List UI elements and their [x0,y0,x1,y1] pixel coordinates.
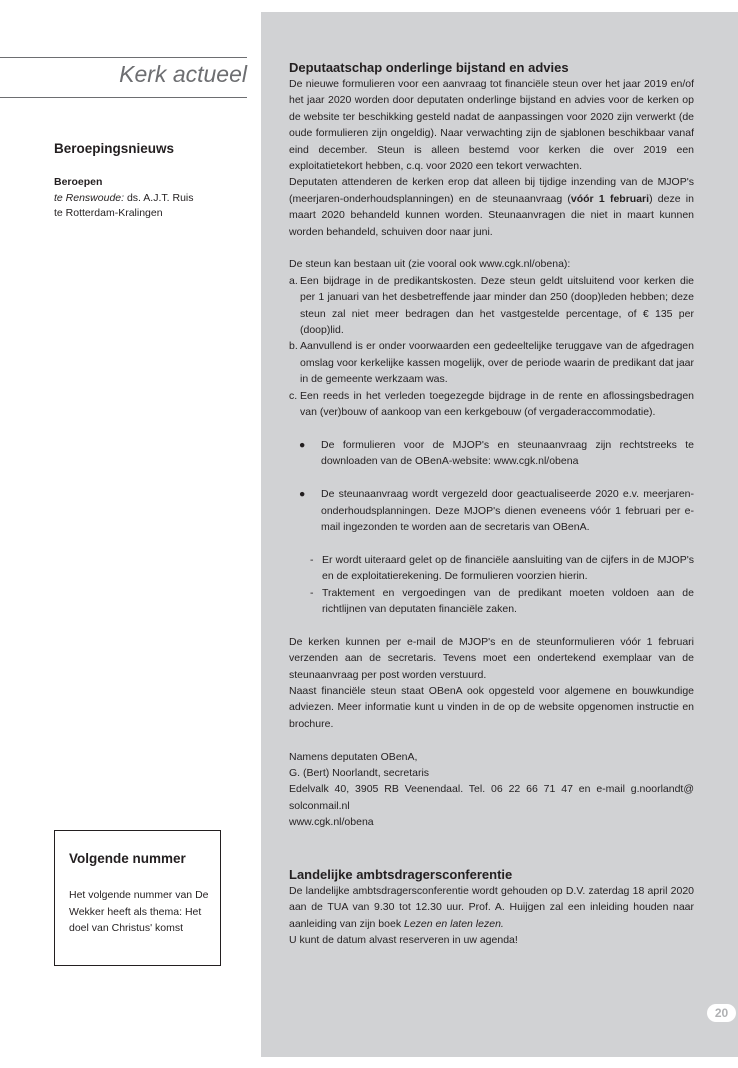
sidebar-subheading: Beroepen [54,176,103,188]
paragraph: Naast financiële steun staat OBenA ook opgesteld voor algemene en bouwkundige adviezen. Meer informatie kunt u vinden in de op de website opgenomen instructie en brochure. [289,684,694,730]
section-rule-bottom [0,97,247,98]
next-issue-box [54,830,221,966]
bullet-dot-icon: ● [299,488,306,501]
page-number: 20 [707,1004,736,1022]
deadline-emphasis: vóór 1 februari [570,192,650,205]
bullet-item: ● De steunaanvraag wordt vergezeld door geactualiseerde 2020 e.v. meerjaren-onderhoudsplanningen. Deze MJOP's dienen eveneens vóór 1 februari per e-mail ingezonden te worden aan de secretaris van OBenA. [299,488,694,533]
signature-website: www.cgk.nl/obena [289,816,374,829]
dash-item: - Er wordt uiteraard gelet op de financiële aansluiting van de cijfers in de MJOP's en de exploitatierekening. De formulieren voorzien hierin. [310,553,694,583]
sidebar-heading: Beroepingsnieuws [54,141,175,156]
paragraph: U kunt de datum alvast reserveren in uw agenda! [289,934,518,947]
dash-item: - Traktement en vergoedingen van de predikant moeten voldoen aan de richtlijnen van deputaten financiële zaken. [310,586,694,615]
list-item: c. Een reeds in het verleden toegezegde bijdrage in de rente en aflossingsbedragen van (ver)bouw of aankoop van een kerkgebouw (of vergaderaccommodatie). [289,389,694,419]
section-title: Kerk actueel [119,61,247,87]
signature-contact: Edelvalk 40, 3905 RB Veenendaal. Tel. 06 22 66 71 47 en e-mail g.noorlandt@ solconmail.nl [289,783,694,812]
sidebar-place: te Renswoude: [54,192,125,204]
signature-line: G. (Bert) Noorlandt, secretaris [289,766,430,779]
paragraph: De nieuwe formulieren voor een aanvraag tot financiële steun over het jaar 2019 en/of het jaar 2020 worden door deputaten onderlinge bijstand en advies voor de kerken op de website ter beschikking gesteld nadat de aanpassingen voor 2020 zijn verwerkt (de oude formulieren zijn ongeldig). Naar verwachting zijn de sjablonen beschikbaar vanaf eind december. Steun is alleen bestemd voor kerken die over 2019 een exploitatietekort hebben, c.q. voor 2020 een tekort verwachten. [289,78,694,173]
paragraph: De steun kan bestaan uit (zie vooral ook www.cgk.nl/obena): [289,258,571,271]
next-issue-text: Het volgende nummer van De Wekker heeft als thema: Het doel van Christus' komst [69,889,209,934]
bullet-dot-icon: ● [299,438,306,451]
list-item: b. Aanvullend is er onder voorwaarden een gedeeltelijke teruggave van de afgedragen omslag voor kerkelijke kassen mogelijk, over de periode waarin de predikant dat jaar in de gemeente werkzaam was. [289,340,694,386]
sidebar-minister: ds. A.J.T. Ruis [124,192,194,204]
book-title: Lezen en laten lezen. [404,917,504,930]
sidebar-call-origin: te Rotterdam-Kralingen [54,207,163,219]
paragraph: Deputaten attenderen de kerken erop dat alleen bij tijdige inzending van de MJOP's (meerjaren-onderhoudsplanningen) en de steunaanvraag (vóór 1 februari) deze in maart 2020 behandeld kunnen worden. Steunaanvragen die niet in maart kunnen worden behandeld, schuiven door naar juni. [289,176,694,238]
paragraph: De landelijke ambtsdragersconferentie wordt gehouden op D.V. zaterdag 18 april 2020 aan de TUA van 9.30 tot 12.30 uur. Prof. A. Huijgen zal een inleiding houden naar aanleiding van zijn boek Lezen en laten lezen. [289,885,694,930]
next-issue-title: Volgende nummer [69,851,186,866]
article-conference [289,867,694,949]
article-title: Landelijke ambtsdragersconferentie [289,867,513,882]
article-title: Deputaatschap onderlinge bijstand en advies [289,60,569,75]
sidebar-call-line [54,192,194,204]
section-rule-top [0,57,247,58]
signature-line: Namens deputaten OBenA, [289,750,418,763]
paragraph: De kerken kunnen per e-mail de MJOP's en de steunformulieren vóór 1 februari verzenden aan de secretaris. Tevens moet een ondertekend exemplaar van de steunaanvraag per post worden verstuurd. [289,635,694,681]
article-obena [289,60,694,831]
bullet-item: ● De formulieren voor de MJOP's en steunaanvraag zijn rechtstreeks te downloaden van de OBenA-website: www.cgk.nl/obena [299,438,694,468]
list-item: a. Een bijdrage in de predikantskosten. Deze steun geldt uitsluitend voor kerken die per 1 januari van het desbetreffende jaar minder dan 250 (doop)leden hebben; deze steun zal niet meer bedragen dan het vastgestelde percentage, of € 135 per (doop)lid. [289,274,694,337]
